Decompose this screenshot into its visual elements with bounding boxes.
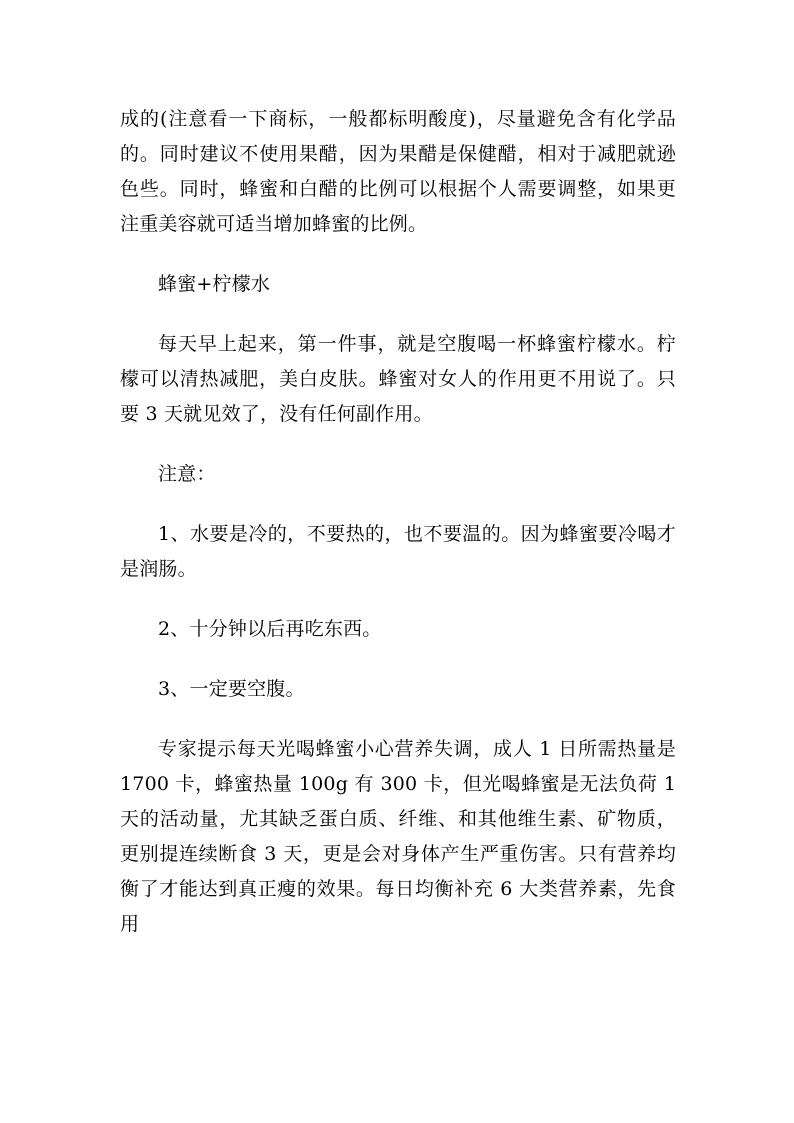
paragraph-morning-routine: 每天早上起来，第一件事，就是空腹喝一杯蜂蜜柠檬水。柠檬可以清热减肥，美白皮肤。蜂蜜对女人的作用更不用说了。只要 3 天就见效了，没有任何副作用。 [120, 333, 676, 425]
heading-honey-lemon-water: 蜂蜜+柠檬水 [158, 273, 271, 295]
heading-notes: 注意： [158, 463, 216, 485]
note-item-3: 3、一定要空腹。 [158, 678, 305, 700]
paragraph-expert-tip: 专家提示每天光喝蜂蜜小心营养失调，成人 1 日所需热量是 1700 卡，蜂蜜热量 100g 有 300 卡，但光喝蜂蜜是无法负荷 1 天的活动量，尤其缺乏蛋白质、纤维、和其他维生素、矿物质，更别提连续断食 3 天，更是会对身体产生严重伤害。只有营养均衡了才能达到真正瘦的效果。每日均衡补充 6 大类营养素，先食用 [120, 738, 676, 935]
note-item-2: 2、十分钟以后再吃东西。 [158, 618, 382, 640]
paragraph-vinegar-advice: 成的(注意看一下商标，一般都标明酸度)，尽量避免含有化学品的。同时建议不使用果醋，因为果醋是保健醋，相对于减肥就逊色些。同时，蜂蜜和白醋的比例可以根据个人需要调整，如果更注重美容就可适当增加蜂蜜的比例。 [120, 108, 676, 235]
note-item-1: 1、水要是冷的，不要热的，也不要温的。因为蜂蜜要冷喝才是润肠。 [120, 523, 676, 580]
document-body [120, 102, 676, 967]
